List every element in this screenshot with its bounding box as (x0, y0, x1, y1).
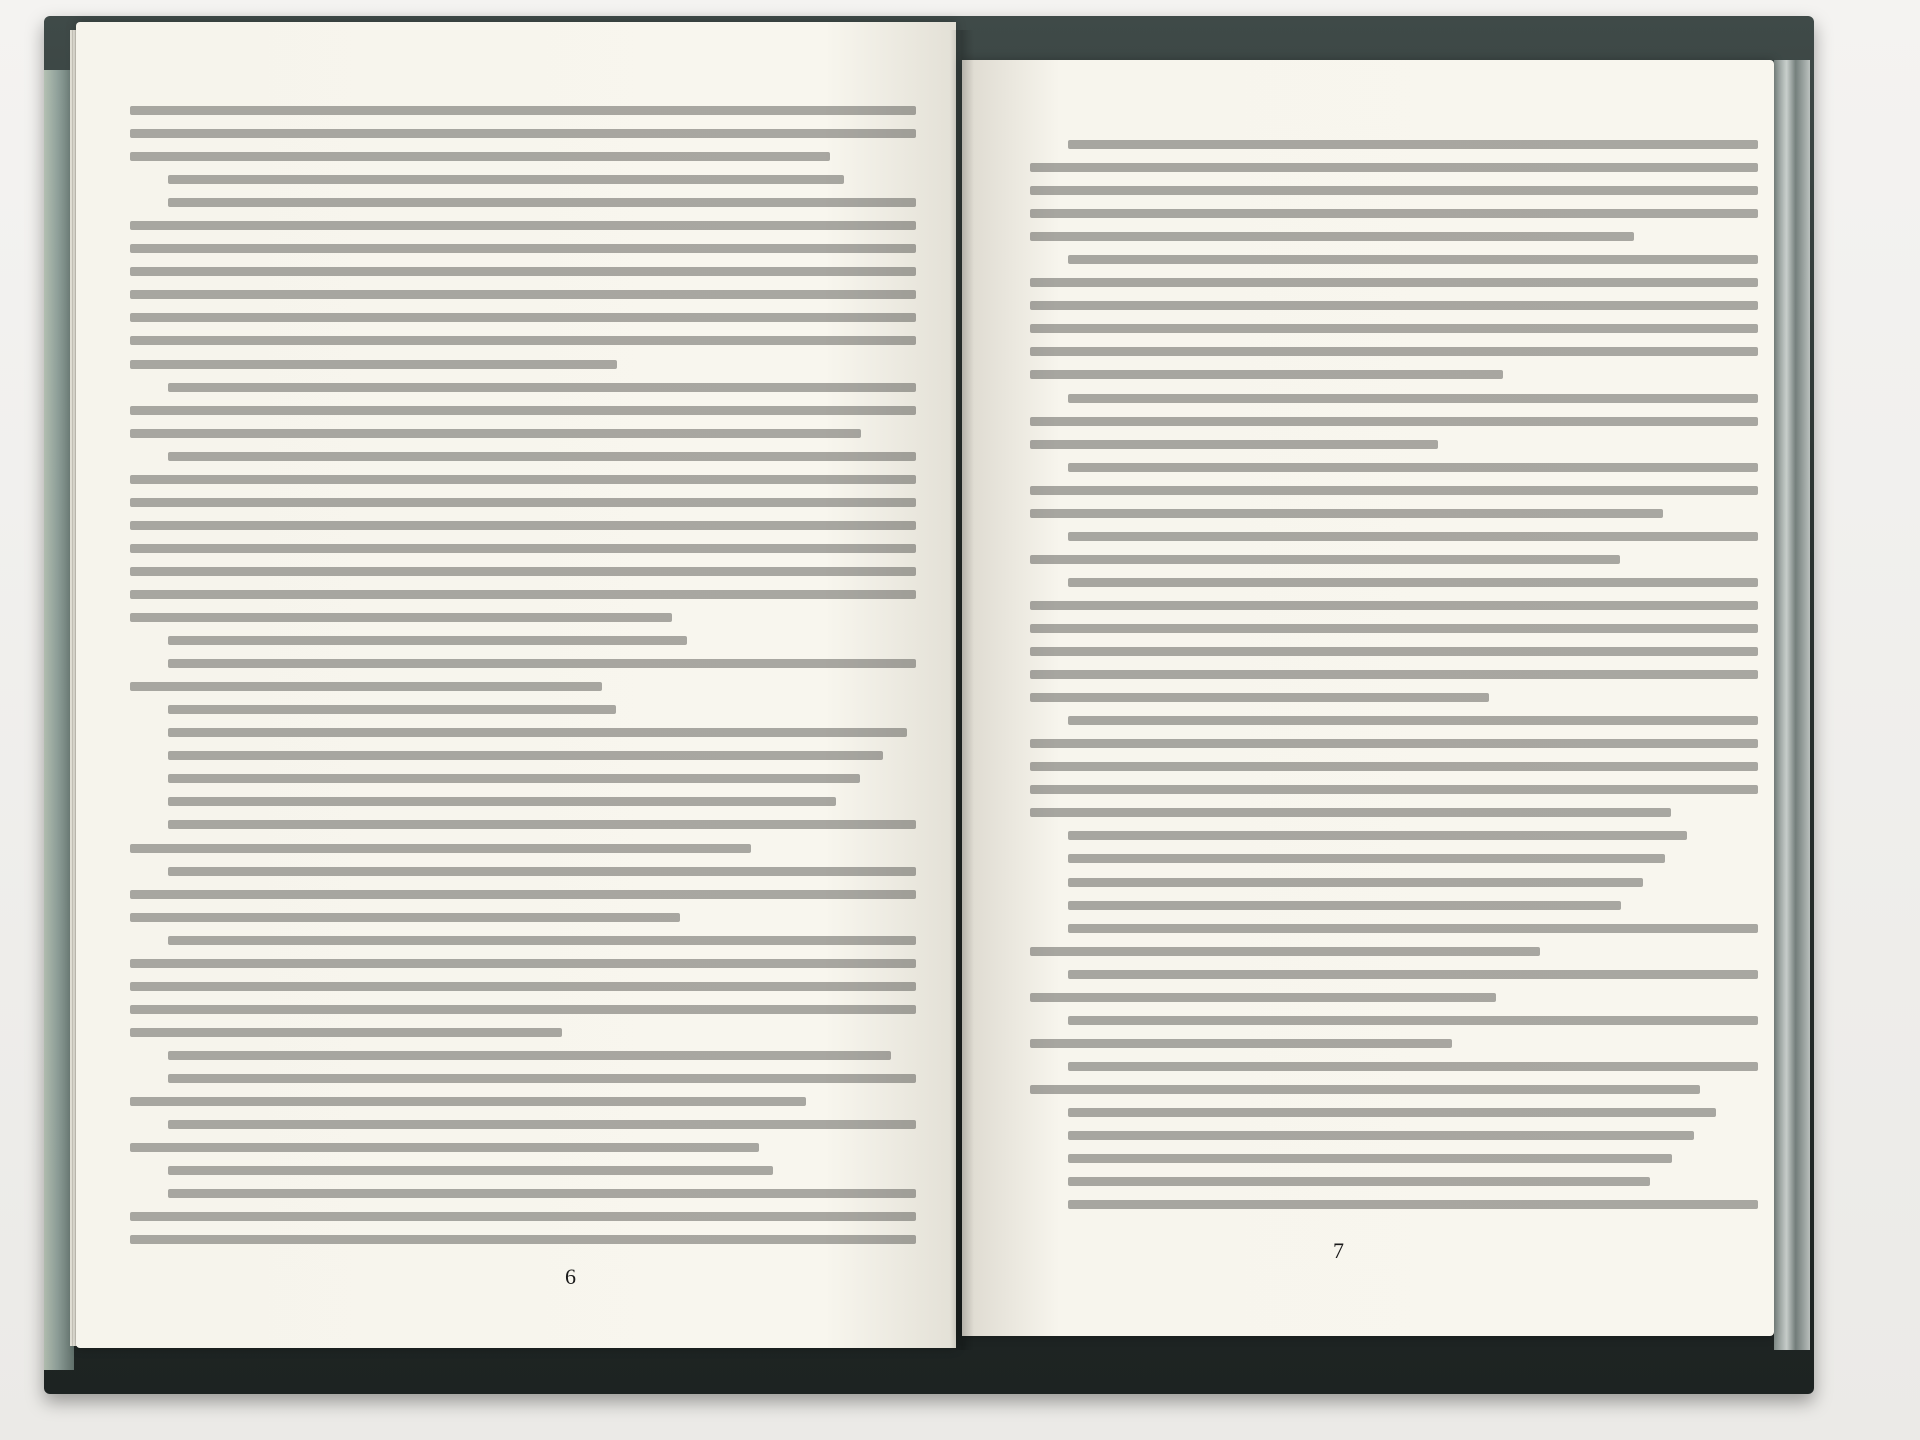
text-line-placeholder (1068, 878, 1643, 887)
text-line-placeholder (130, 498, 916, 507)
book-gutter (950, 30, 974, 1350)
page-number-left: 6 (565, 1264, 576, 1289)
text-line-placeholder (130, 106, 916, 115)
text-line-placeholder (168, 705, 616, 714)
text-line-placeholder (168, 797, 836, 806)
text-line-placeholder (168, 198, 916, 207)
text-line-placeholder (130, 844, 751, 853)
text-line-placeholder (1030, 785, 1758, 794)
text-line-placeholder (130, 475, 916, 484)
text-line-placeholder (130, 429, 861, 438)
text-line-placeholder (1030, 624, 1758, 633)
text-line-placeholder (1068, 831, 1687, 840)
page-number-right: 7 (1333, 1238, 1344, 1263)
text-line-placeholder (1068, 924, 1758, 933)
text-line-placeholder (130, 290, 916, 299)
text-line-placeholder (130, 406, 916, 415)
text-line-placeholder (1068, 1200, 1758, 1209)
text-line-placeholder (130, 959, 916, 968)
text-line-placeholder (1068, 1016, 1758, 1025)
text-line-placeholder (1030, 601, 1758, 610)
text-line-placeholder (168, 1051, 891, 1060)
text-line-placeholder (168, 175, 844, 184)
text-line-placeholder (168, 1074, 916, 1083)
text-line-placeholder (168, 452, 916, 461)
text-line-placeholder (1030, 1085, 1700, 1094)
text-line-placeholder (1068, 578, 1758, 587)
text-line-placeholder (1030, 370, 1503, 379)
text-line-placeholder (130, 1143, 759, 1152)
text-line-placeholder (168, 867, 916, 876)
text-line-placeholder (168, 1166, 773, 1175)
text-line-placeholder (1030, 993, 1496, 1002)
text-line-placeholder (1068, 716, 1758, 725)
text-line-placeholder (1030, 278, 1758, 287)
text-line-placeholder (130, 244, 916, 253)
text-line-placeholder (168, 1120, 916, 1129)
text-line-placeholder (130, 613, 672, 622)
text-line-placeholder (1068, 140, 1758, 149)
text-line-placeholder (168, 1189, 916, 1198)
text-line-placeholder (168, 728, 907, 737)
text-line-placeholder (1030, 647, 1758, 656)
text-line-placeholder (130, 1235, 916, 1244)
text-line-placeholder (168, 636, 687, 645)
text-line-placeholder (1030, 670, 1758, 679)
text-line-placeholder (1030, 324, 1758, 333)
text-line-placeholder (1068, 1108, 1716, 1117)
text-line-placeholder (130, 360, 617, 369)
text-line-placeholder (168, 383, 916, 392)
text-line-placeholder (1068, 1062, 1758, 1071)
text-line-placeholder (1030, 232, 1634, 241)
text-line-placeholder (168, 659, 916, 668)
text-line-placeholder (168, 774, 860, 783)
text-line-placeholder (1030, 1039, 1452, 1048)
text-line-placeholder (168, 820, 916, 829)
text-line-placeholder (130, 267, 916, 276)
text-line-placeholder (1068, 394, 1758, 403)
left-page-text-block (130, 106, 916, 1258)
text-line-placeholder (130, 336, 916, 345)
text-line-placeholder (1030, 555, 1620, 564)
text-line-placeholder (1068, 1154, 1672, 1163)
text-line-placeholder (168, 936, 916, 945)
text-line-placeholder (130, 890, 916, 899)
text-line-placeholder (1030, 209, 1758, 218)
text-line-placeholder (1068, 901, 1621, 910)
text-line-placeholder (1068, 532, 1758, 541)
text-line-placeholder (1068, 1131, 1694, 1140)
text-line-placeholder (1068, 970, 1758, 979)
text-line-placeholder (130, 313, 916, 322)
text-line-placeholder (130, 1212, 916, 1221)
text-line-placeholder (130, 1028, 562, 1037)
text-line-placeholder (1030, 947, 1540, 956)
text-line-placeholder (130, 129, 916, 138)
text-line-placeholder (130, 567, 916, 576)
text-line-placeholder (1030, 762, 1758, 771)
cover-edge-right (1774, 60, 1810, 1350)
right-page-text-block (1030, 140, 1758, 1223)
text-line-placeholder (130, 982, 916, 991)
text-line-placeholder (130, 590, 916, 599)
text-line-placeholder (130, 544, 916, 553)
text-line-placeholder (130, 521, 916, 530)
text-line-placeholder (1030, 163, 1758, 172)
text-line-placeholder (1068, 854, 1665, 863)
text-line-placeholder (1068, 463, 1758, 472)
text-line-placeholder (130, 152, 830, 161)
text-line-placeholder (130, 221, 916, 230)
text-line-placeholder (1030, 417, 1758, 426)
text-line-placeholder (1030, 739, 1758, 748)
text-line-placeholder (130, 1005, 916, 1014)
text-line-placeholder (168, 751, 883, 760)
text-line-placeholder (1030, 186, 1758, 195)
text-line-placeholder (1068, 255, 1758, 264)
text-line-placeholder (1030, 509, 1663, 518)
text-line-placeholder (1030, 693, 1489, 702)
text-line-placeholder (130, 1097, 806, 1106)
text-line-placeholder (130, 682, 602, 691)
text-line-placeholder (1068, 1177, 1650, 1186)
text-line-placeholder (1030, 486, 1758, 495)
text-line-placeholder (1030, 347, 1758, 356)
text-line-placeholder (130, 913, 680, 922)
text-line-placeholder (1030, 440, 1438, 449)
text-line-placeholder (1030, 301, 1758, 310)
text-line-placeholder (1030, 808, 1671, 817)
